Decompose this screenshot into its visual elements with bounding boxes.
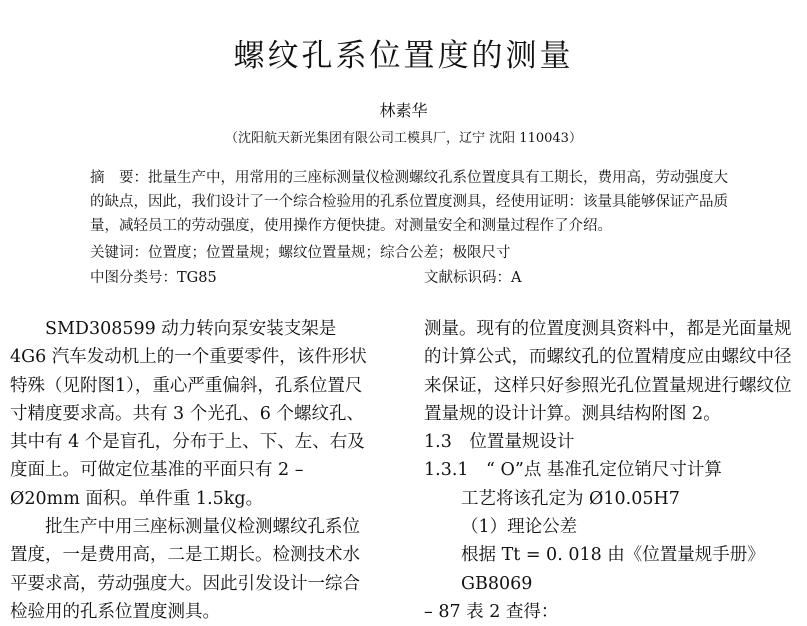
section-heading: 1.3 位置量规设计 xyxy=(424,432,575,453)
body-paragraph: 批生产中用三座标测量仪检测螺纹孔系位置度，一是费用高，二是工期长。检测技术水平要求高，劳动强度大。因此引发设计一综合检验用的孔系位置度测具。 xyxy=(10,517,360,622)
abstract xyxy=(90,166,730,238)
subsection-heading: 1.3.1 “ O”点 基准孔定位销尺寸计算 xyxy=(424,460,722,481)
body-paragraph: SMD308599 动力转向泵安装支架是 4G6 汽车发动机上的一个重要零件，该件形状特殊（见附图1），重心严重偏斜，孔系位置尺寸精度要求高。共有 3 个光孔、6 个螺纹孔、其中有 4 个是盲孔，分布于上、下、左、右及度面上。可做定位基准的平面只有 2 – Ø20mm 面积。单件重 1.5kg。 xyxy=(10,319,367,509)
body-line: （1）理论公差 xyxy=(461,517,578,538)
body-line: – 87 表 2 查得： xyxy=(424,601,559,622)
body-line: 根据 Tt = 0. 018 由《位置量规手册》GB8069 xyxy=(461,545,765,594)
body-line: 工艺将该孔定为 Ø10.05H7 xyxy=(461,488,680,509)
body-paragraph: 测量。现有的位置度测具资料中，都是光面量规的计算公式，而螺纹孔的位置精度应由螺纹中径来保证，这样只好参照光孔位置量规进行螺纹位置量规的设计计算。测具结构附图 2。 xyxy=(424,319,792,424)
classification-number: 中图分类号：TG85 xyxy=(90,270,217,286)
paper-title: 螺纹孔系位置度的测量 xyxy=(233,38,574,74)
document-code: 文献标识码：A xyxy=(424,270,522,286)
keywords: 关键词：位置度；位置量规；螺纹位置量规；综合公差；极限尺寸 xyxy=(90,245,511,261)
left-column xyxy=(10,315,375,626)
right-column xyxy=(424,315,807,626)
abstract-text: 批量生产中，用常用的三座标测量仪检测螺纹孔系位置度具有工期长，费用高，劳动强度大的缺点，因此，我们设计了一个综合检验用的孔系位置度测具，经使用证明：该量具能够保证产品质量，减轻员工的劳动强度，使用操作方便快捷。对测量安全和测量过程作了介绍。 xyxy=(90,170,728,234)
abstract-label: 摘 要： xyxy=(90,170,148,186)
affiliation: （沈阳航天新光集团有限公司工模具厂，辽宁 沈阳 110043） xyxy=(225,131,582,146)
author-name: 林素华 xyxy=(379,101,428,120)
